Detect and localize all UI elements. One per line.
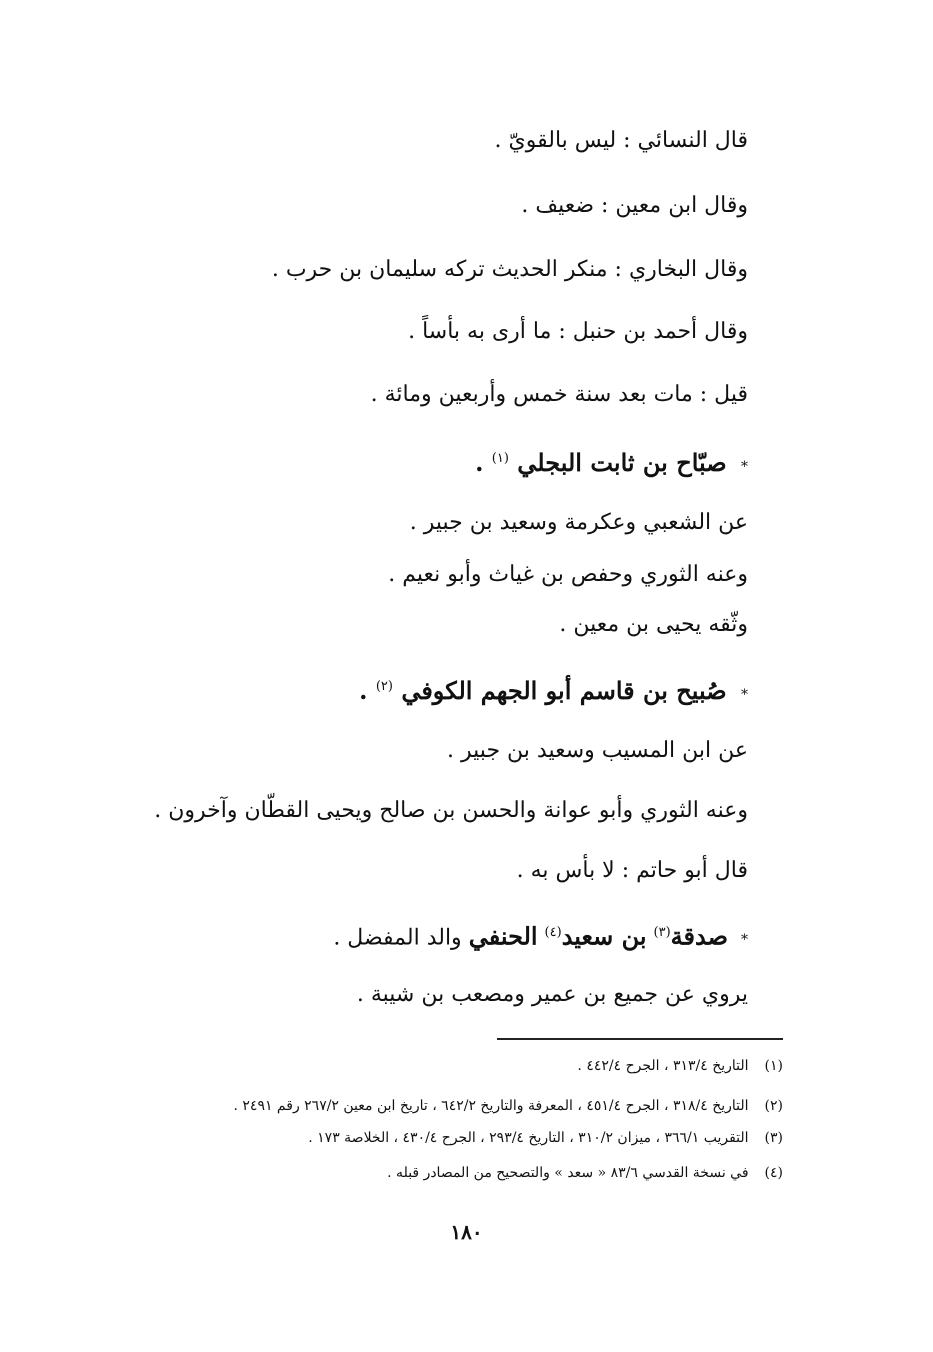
footnote-ref: (١) [491, 451, 509, 466]
footnote-text: التاريخ ٣١٨/٤ ، الجرح ٤٥١/٤ ، المعرفة والتاريخ ٦٤٢/٢ ، تاريخ ابن معين ٢٦٧/٢ رقم ٢٤٩١ . [233, 1098, 749, 1114]
footnote-divider [497, 1038, 783, 1040]
text-line: وقال ابن معين : ضعيف . [521, 193, 748, 218]
text-line: يروي عن جميع بن عمير ومصعب بن شيبة . [356, 982, 748, 1007]
text-line: قيل : مات بعد سنة خمس وأربعين ومائة . [370, 382, 748, 407]
entry-name: صدقة [670, 921, 728, 951]
footnote [308, 1128, 783, 1148]
text-line: قال أبو حاتم : لا بأس به . [516, 858, 748, 883]
footnote-number: (١) [764, 1058, 783, 1074]
footnote-number: (٣) [764, 1130, 783, 1146]
entry-heading [359, 672, 748, 710]
entry-heading [333, 918, 748, 955]
footnote-number: (٢) [764, 1098, 783, 1114]
text-line: وعنه الثوري وحفص بن غياث وأبو نعيم . [388, 562, 748, 587]
text-line: عن الشعبي وعكرمة وسعيد بن جبير . [409, 510, 748, 535]
text-line: عن ابن المسيب وسعيد بن جبير . [447, 738, 748, 763]
entry-name: صُبيح بن قاسم أبو الجهم الكوفي [401, 676, 727, 705]
text-line: وعنه الثوري وأبو عوانة والحسن بن صالح ويحيى القطّان وآخرون . [154, 798, 748, 823]
star-marker: * [741, 687, 748, 703]
footnote-text: التقريب ٣٦٦/١ ، ميزان ٣١٠/٢ ، التاريخ ٢٩٣/٤ ، الجرح ٤٣٠/٤ ، الخلاصة ١٧٣ . [308, 1130, 749, 1146]
text-line: قال النسائي : ليس بالقويّ . [494, 128, 748, 153]
footnote-ref: (٤) [544, 925, 562, 940]
entry-name: الحنفي [468, 921, 538, 951]
footnote-number: (٤) [764, 1165, 783, 1181]
text-line: وقال أحمد بن حنبل : ما أرى به بأساً . [408, 319, 748, 344]
footnote [387, 1163, 783, 1183]
footnote-ref: (٢) [375, 679, 393, 694]
footnote-text: في نسخة القدسي ٨٣/٦ « سعد » والتصحيح من المصادر قبله . [387, 1165, 749, 1181]
text-line: وقال البخاري : منكر الحديث تركه سليمان بن حرب . [271, 257, 748, 282]
footnote-ref: (٣) [653, 925, 671, 940]
star-marker: * [741, 932, 748, 949]
entry-name: بن سعيد [561, 921, 647, 951]
entry-heading [475, 444, 748, 482]
page-number: ١٨٠ [450, 1220, 483, 1244]
text-line: وثّقه يحيى بن معين . [559, 612, 748, 637]
entry-rest: والد المفضل . [333, 925, 462, 951]
footnote-text: التاريخ ٣١٣/٤ ، الجرح ٤٤٢/٤ . [577, 1058, 749, 1074]
footnote [577, 1056, 783, 1076]
entry-end: . [359, 676, 368, 705]
entry-end: . [475, 448, 484, 477]
footnote [234, 1096, 784, 1116]
entry-name: صبّاح بن ثابت البجلي [517, 448, 727, 477]
star-marker: * [741, 459, 748, 475]
